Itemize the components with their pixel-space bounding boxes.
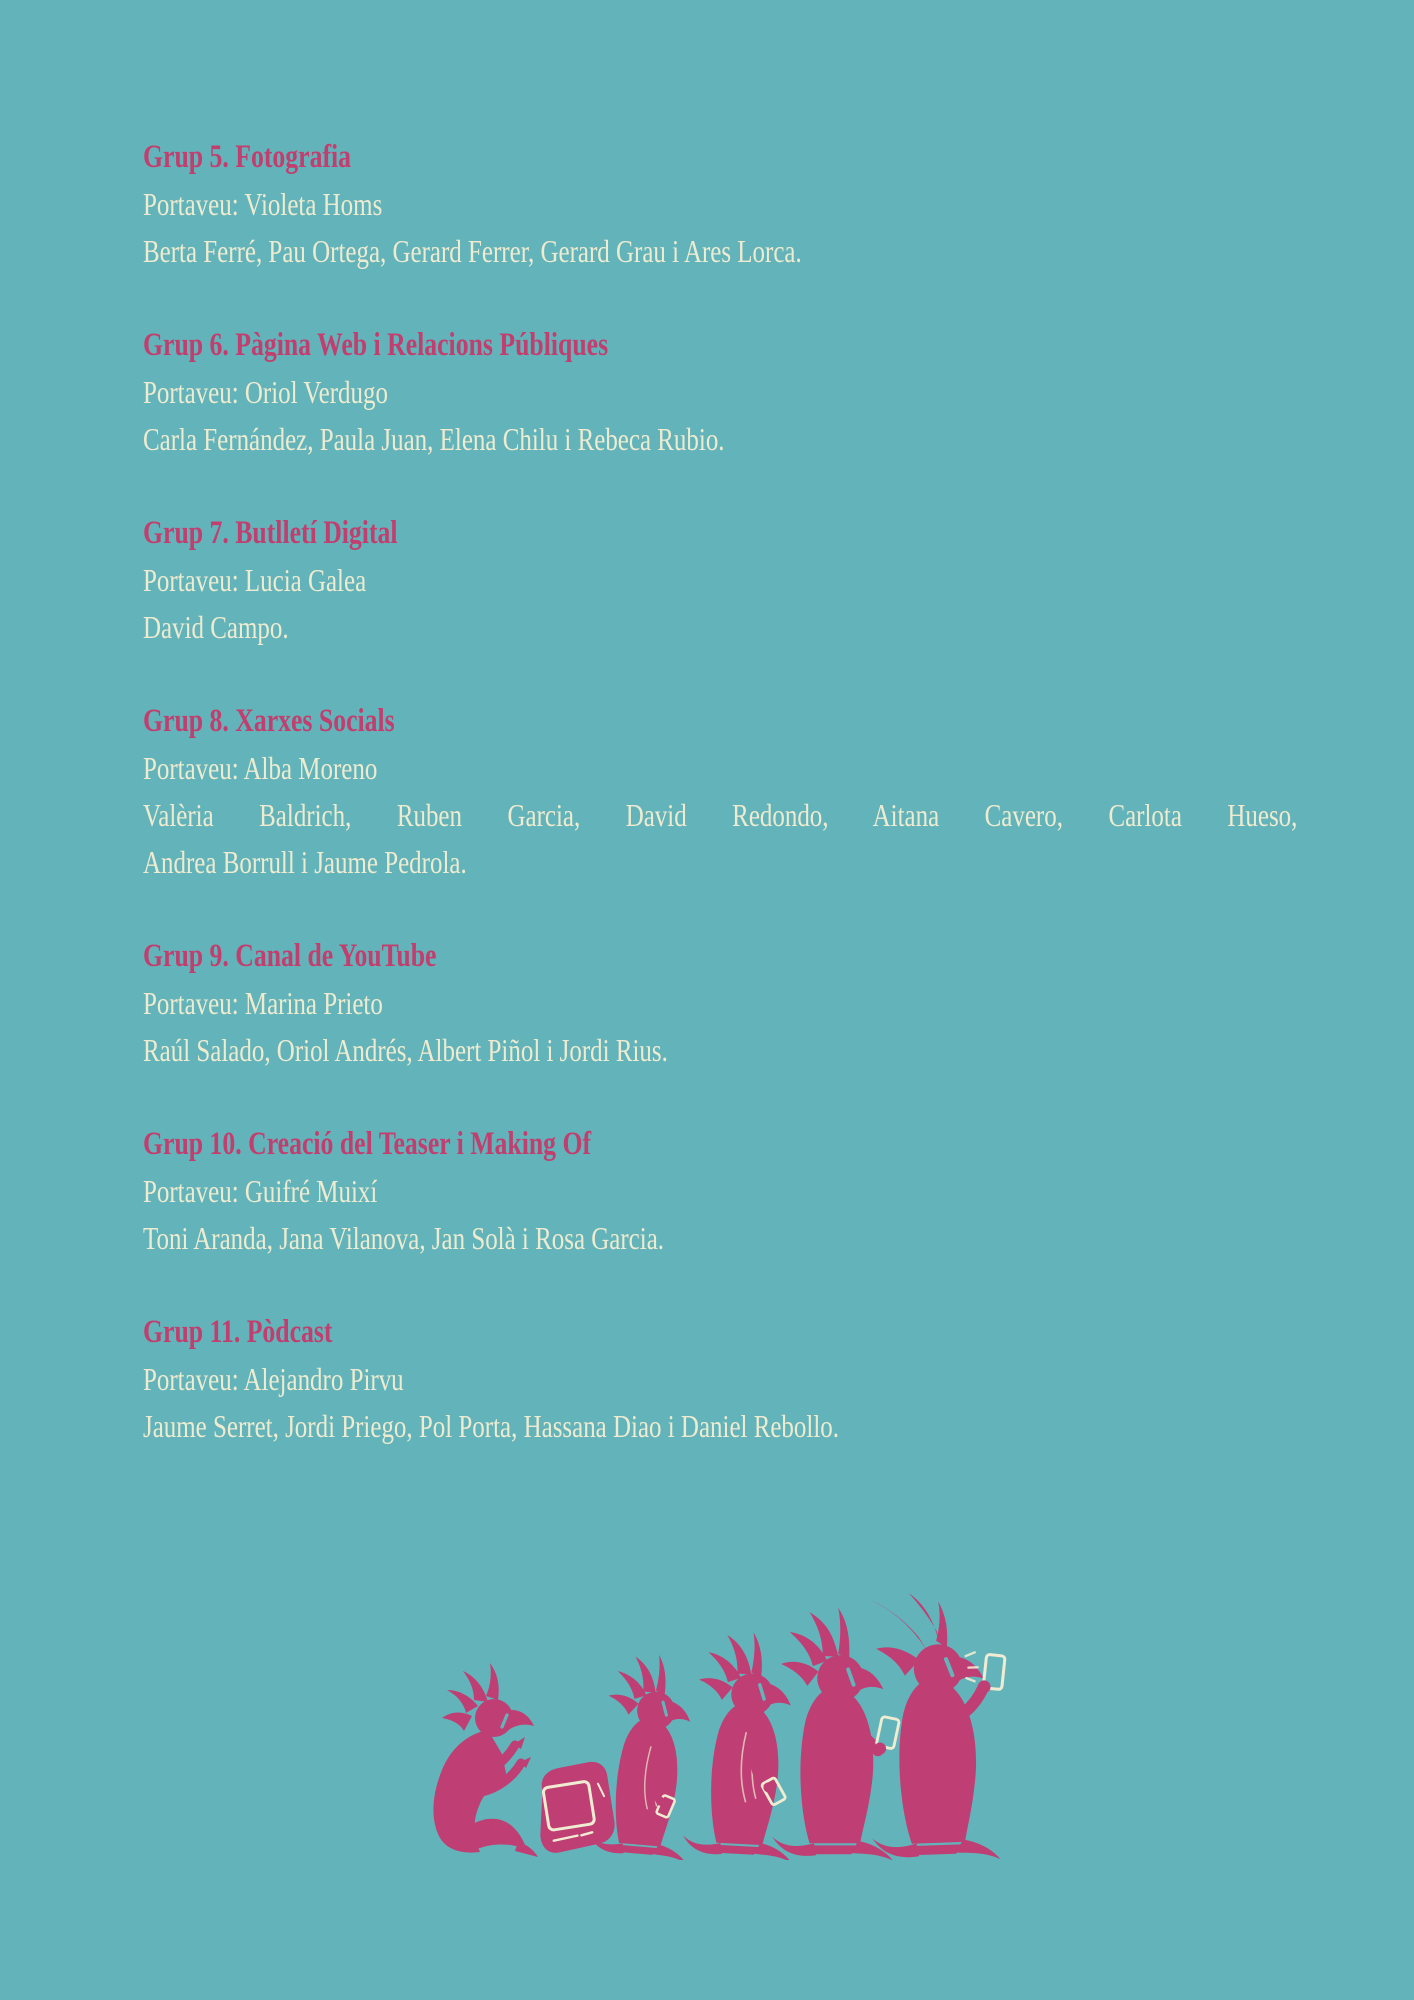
group-title: Grup 11. Pòdcast	[143, 1314, 333, 1350]
group-spokesperson: Portaveu: Marina Prieto	[143, 985, 383, 1021]
group-members	[143, 228, 1297, 275]
birds-evolution-illustration	[428, 1586, 1020, 1860]
group-title: Grup 8. Xarxes Socials	[143, 703, 395, 739]
members-line: Raúl Salado, Oriol Andrés, Albert Piñol i Jordi Rius.	[143, 1032, 668, 1068]
group-title: Grup 10. Creació del Teaser i Making Of	[143, 1126, 592, 1162]
group-title: Grup 6. Pàgina Web i Relacions Públiques	[143, 327, 609, 363]
group-spokesperson: Portaveu: Alba Moreno	[143, 750, 378, 786]
group-spokesperson: Portaveu: Oriol Verdugo	[143, 374, 388, 410]
crouching-bird-figure	[433, 1663, 538, 1857]
group-spokesperson: Portaveu: Lucia Galea	[143, 562, 367, 598]
group-members	[143, 1027, 1297, 1074]
members-line: Carla Fernández, Paula Juan, Elena Chilu i Rebeca Rubio.	[143, 421, 725, 457]
group-title: Grup 7. Butlletí Digital	[143, 515, 398, 551]
group-members	[143, 604, 1297, 651]
group-members	[143, 792, 1297, 886]
members-line: Valèria Baldrich, Ruben Garcia, David Redondo, Aitana Cavero, Carlota Hueso,	[143, 797, 1298, 833]
group-members	[143, 1403, 1297, 1450]
group-block-8	[143, 698, 1297, 886]
members-line: David Campo.	[143, 609, 289, 645]
group-spokesperson: Portaveu: Guifré Muixí	[143, 1173, 378, 1209]
group-spokesperson: Portaveu: Alejandro Pirvu	[143, 1361, 404, 1397]
group-members	[143, 1215, 1297, 1262]
crt-computer-icon	[534, 1760, 616, 1854]
members-line: Jaume Serret, Jordi Priego, Pol Porta, Hassana Diao i Daniel Rebollo.	[143, 1408, 839, 1444]
group-members	[143, 416, 1297, 463]
members-line: Andrea Borrull i Jaume Pedrola.	[143, 844, 467, 880]
group-spokesperson: Portaveu: Violeta Homs	[143, 186, 383, 222]
group-block-6	[143, 322, 1297, 463]
group-block-9	[143, 933, 1297, 1074]
group-title: Grup 5. Fotografia	[143, 139, 352, 175]
members-line: Toni Aranda, Jana Vilanova, Jan Solà i Rosa Garcia.	[143, 1220, 665, 1256]
group-block-7	[143, 510, 1297, 651]
selfie-bird-figure	[864, 1590, 1013, 1860]
group-block-10	[143, 1121, 1297, 1262]
group-title: Grup 9. Canal de YouTube	[143, 938, 437, 974]
bird-with-phone-figure	[772, 1608, 899, 1860]
members-line: Berta Ferré, Pau Ortega, Gerard Ferrer, Gerard Grau i Ares Lorca.	[143, 233, 802, 269]
group-block-5	[143, 134, 1297, 275]
groups-list	[143, 134, 1297, 1497]
group-block-11	[143, 1309, 1297, 1450]
